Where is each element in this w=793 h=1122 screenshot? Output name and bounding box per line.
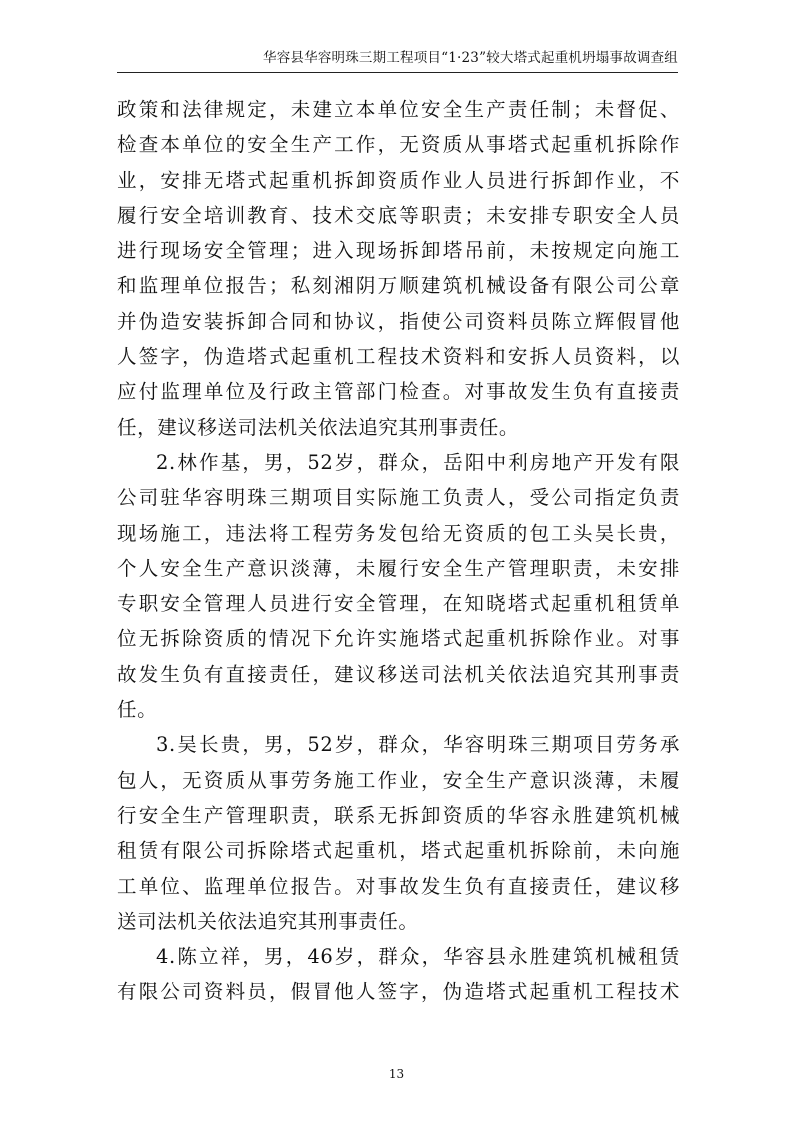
paragraph-first-line: 3.吴长贵，男，52岁，群众，华容明珠三期项目劳务承 — [156, 733, 680, 757]
text-line: 工单位、监理单位报告。对事故发生负有直接责任，建议移 — [117, 874, 680, 898]
running-header-title: 华容县华容明珠三期工程项目“1·23”较大塔式起重机坍塌事故调查组 — [263, 50, 678, 66]
text-line: 现场施工，违法将工程劳务发包给无资质的包工头吴长贵， — [117, 521, 680, 545]
text-line: 履行安全培训教育、技术交底等职责；未安排专职安全人员 — [117, 203, 680, 227]
text-line: 送司法机关依法追究其刑事责任。 — [117, 909, 419, 933]
text-line: 检查本单位的安全生产工作，无资质从事塔式起重机拆除作 — [117, 133, 680, 157]
paragraph-first-line: 4.陈立祥，男，46岁，群众，华容县永胜建筑机械租赁 — [156, 945, 680, 969]
text-line: 人签字，伪造塔式起重机工程技术资料和安拆人员资料，以 — [117, 345, 680, 369]
text-line: 包人，无资质从事劳务施工作业，安全生产意识淡薄，未履 — [117, 768, 680, 792]
text-line: 并伪造安装拆卸合同和协议，指使公司资料员陈立辉假冒他 — [117, 309, 680, 333]
text-line: 位无拆除资质的情况下允许实施塔式起重机拆除作业。对事 — [117, 627, 680, 651]
text-line: 有限公司资料员，假冒他人签字，伪造塔式起重机工程技术 — [117, 980, 680, 1004]
text-line: 故发生负有直接责任，建议移送司法机关依法追究其刑事责 — [117, 662, 680, 686]
paragraph-first-line: 2.林作基，男，52岁，群众，岳阳中利房地产开发有限 — [156, 450, 680, 474]
text-line: 任。 — [117, 698, 158, 722]
text-line: 租赁有限公司拆除塔式起重机，塔式起重机拆除前，未向施 — [117, 839, 680, 863]
text-line: 业，安排无塔式起重机拆卸资质作业人员进行拆卸作业，不 — [117, 168, 680, 192]
running-header — [117, 48, 678, 73]
text-line: 行安全生产管理职责，联系无拆卸资质的华容永胜建筑机械 — [117, 803, 680, 827]
page-number: 13 — [388, 1067, 405, 1081]
text-line: 任，建议移送司法机关依法追究其刑事责任。 — [117, 415, 520, 439]
text-line: 应付监理单位及行政主管部门检查。对事故发生负有直接责 — [117, 380, 680, 404]
text-line: 政策和法律规定，未建立本单位安全生产责任制；未督促、 — [117, 98, 680, 121]
document-body — [117, 92, 680, 1010]
text-line: 进行现场安全管理；进入现场拆卸塔吊前，未按规定向施工 — [117, 239, 680, 263]
text-line: 公司驻华容明珠三期项目实际施工负责人，受公司指定负责 — [117, 486, 680, 510]
text-line: 和监理单位报告；私刻湘阴万顺建筑机械设备有限公司公章 — [117, 274, 680, 298]
text-line: 专职安全管理人员进行安全管理，在知晓塔式起重机租赁单 — [117, 592, 680, 616]
text-line: 个人安全生产意识淡薄，未履行安全生产管理职责，未安排 — [117, 556, 680, 580]
